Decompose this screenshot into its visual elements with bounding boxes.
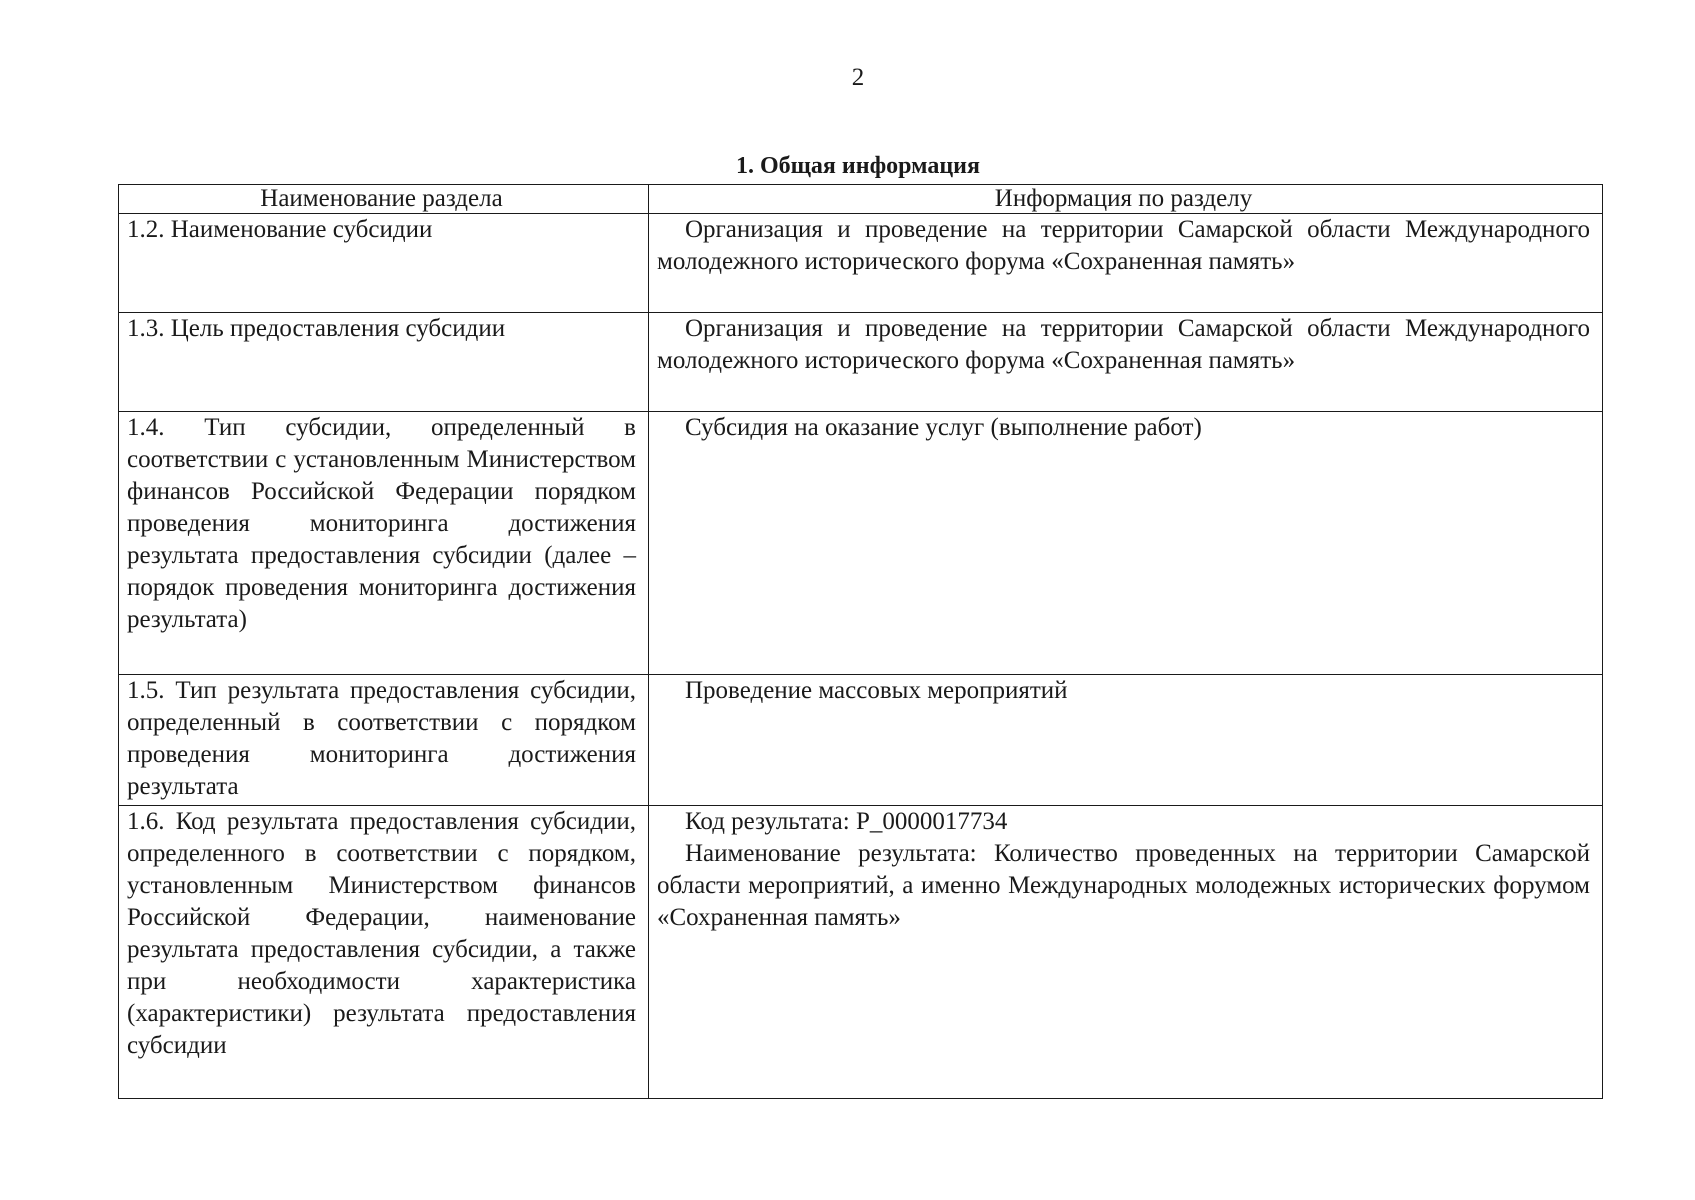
header-section-info: Информация по разделу	[649, 185, 1603, 214]
result-code: Код результата: P_0000017734	[685, 808, 1008, 835]
header-section-name: Наименование раздела	[119, 185, 649, 214]
section-title: 1. Общая информация	[736, 153, 980, 179]
row-info-result-type: Проведение массовых мероприятий	[649, 675, 1603, 806]
page-number: 2	[851, 64, 865, 91]
table-row	[119, 412, 1603, 675]
row-label-subsidy-goal: 1.3. Цель предоставления субсидии	[119, 313, 649, 412]
table-row	[119, 675, 1603, 806]
row-info-subsidy-type: Субсидия на оказание услуг (выполнение работ)	[649, 412, 1603, 675]
row-info-subsidy-name: Организация и проведение на территории Самарской области Международного молодежного исторического форума «Сохраненная память»	[649, 214, 1603, 313]
result-name: Наименование результата: Количество проведенных на территории Самарской области мероприятий, а именно Международных молодежных исторических форумом «Сохраненная память»	[657, 840, 1590, 931]
row-label-subsidy-name: 1.2. Наименование субсидии	[119, 214, 649, 313]
general-info-table	[118, 184, 1603, 1099]
row-label-subsidy-type: 1.4. Тип субсидии, определенный в соответствии с установленным Министерством финансов Российской Федерации порядком проведения мониторинга достижения результата предоставления субсидии (далее – порядок проведения мониторинга достижения результата)	[119, 412, 649, 675]
row-info-subsidy-goal: Организация и проведение на территории Самарской области Международного молодежного исторического форума «Сохраненная память»	[649, 313, 1603, 412]
table-header-row	[119, 185, 1603, 214]
row-label-result-code: 1.6. Код результата предоставления субсидии, определенного в соответствии с порядком, установленным Министерством финансов Российской Федерации, наименование результата предоставления субсидии, а также при необходимости характеристика (характеристики) результата предоставления субсидии	[119, 806, 649, 1099]
row-info-result-code-cell	[649, 806, 1603, 1099]
table-row	[119, 214, 1603, 313]
table-row	[119, 313, 1603, 412]
table-row	[119, 806, 1603, 1099]
row-label-result-type: 1.5. Тип результата предоставления субсидии, определенный в соответствии с порядком проведения мониторинга достижения результата	[119, 675, 649, 806]
